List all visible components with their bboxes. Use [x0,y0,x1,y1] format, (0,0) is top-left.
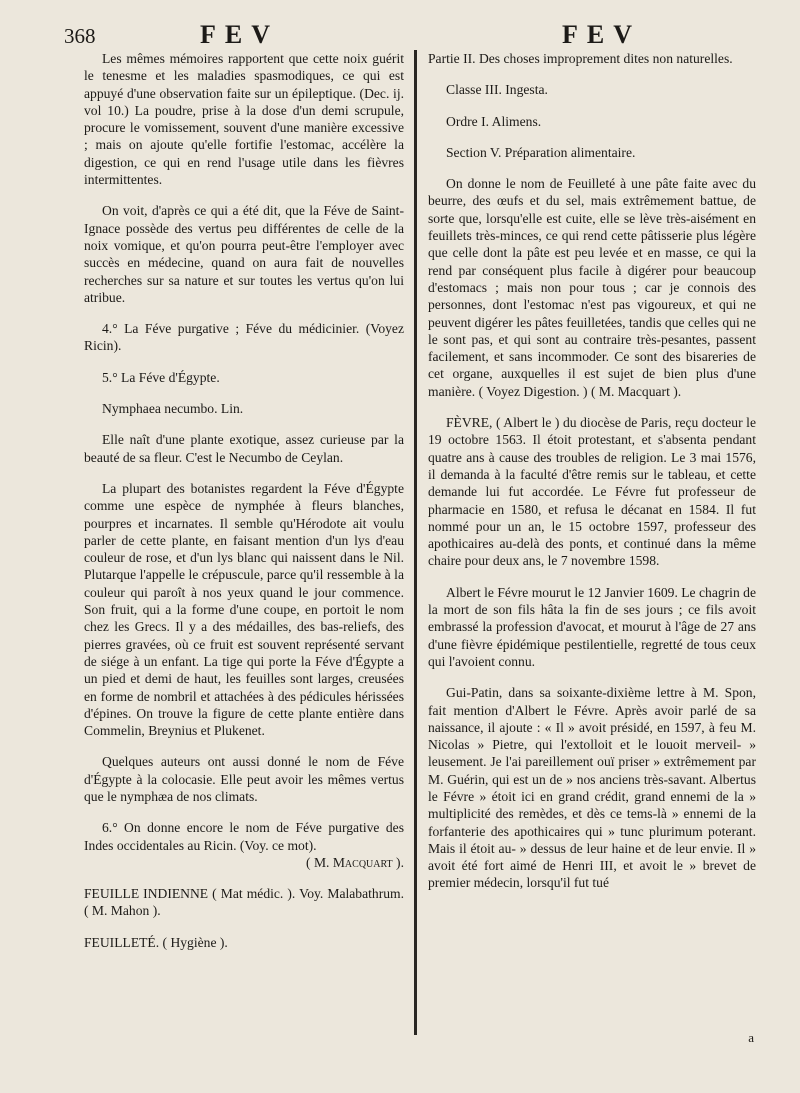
column-divider [414,50,417,1035]
paragraph: Gui-Patin, dans sa soixante-dixième lettre à M. Spon, fait mention d'Albert le Févre. Après avoir parlé de sa naissance, il ajoute : « Il » avoit présidé, en 1597, à feu M. Nicolas » Pietre, qui l'extolloit et le louoit merveil- » leusement. Je l'ai pareillement ouï priser » extrêmement par M. Guérin, qui est un de » nos anciens très-savant. Albertus le Févre » étoit ici en grand crédit, grand ennemi de la » multiplicité des remèdes, et dès ce tems-là » ennemi de la forfanterie des apothicaires qui » tunc plurimum poterant. Mais il étoit au- » dessus de leur haine et de leur envie. Il » avoit été fort aimé de Henri III, et avoit le » brevet de premier médecin, lorsqu'il fut tué [428,685,756,891]
running-head-right: FEV [562,20,641,49]
paragraph: Les mêmes mémoires rapportent que cette noix guérit le tenesme et les maladies spasmodiques, ce qui est appuyé d'une observation faite sur un épileptique. (Dec. ij. vol 10.) La poudre, prise à la dose d'un demi scrupule, procure le vomissement, souvent d'une manière excessive ; mais on ajoute qu'elle fortifie l'estomac, accélère la digestion, ce qui en rend l'usage utile dans les fièvres intermittentes. [84,51,404,188]
paragraph: Albert le Févre mourut le 12 Janvier 1609. Le chagrin de la mort de son fils hâta la fin de ses jours ; ce fils avoit embrassé la profession d'avocat, et mourut à l'âge de 27 ans d'une fièvre épidémique pestilentielle, regretté de tous ceux qui l'avoient connu. [428,584,756,669]
catchword: a [748,1030,754,1045]
paragraph: Elle naît d'une plante exotique, assez curieuse par la beauté de sa fleur. C'est le Necumbo de Ceylan. [84,432,404,465]
running-head-left: FEV [200,20,279,49]
signature: ( M. Macquart ). [306,854,404,870]
left-column [84,50,404,951]
paragraph: La plupart des botanistes regardent la Féve d'Égypte comme une espèce de nymphée à fleurs blanches, pourpres et incarnates. Il semble qu'Hérodote ait voulu parler de cette plante, en faisant mention d'un lys d'eau couleur de rose, et d'un lys blanc qui naissent dans le Nil. Plutarque l'appelle le crépuscule, parce qu'il ressemble à la couleur qui paroît à nos yeux quand le jour commence. Son fruit, qui a la forme d'une coupe, en portoit le nom chez les Grecs. Il y a des médailles, des bas-reliefs, des pierres gravées, où ce fruit est souvent représenté servant de siége à un enfant. La tige qui porte la Féve d'Égypte a un pied et demi de haut, les feuilles sont larges, creusées en forme de nombril et attachées à des pédicules hérissées d'épines. On trouve la figure de cette plante entière dans Commelin, Breynius et Plukenet. [84,480,404,739]
paragraph: Classe III. Ingesta. [446,82,548,98]
paragraph: Nymphaea necumbo. Lin. [102,401,244,417]
paragraph: On voit, d'après ce qui a été dit, que la Féve de Saint-Ignace possède des vertus peu différentes de celle de la noix vomique, et qu'on pourra peut-être l'employer avec succès en médecine, quand on aura fait de nouvelles recherches sur sa nature et sur toutes les vertus qu'on lui atribue. [84,203,404,305]
paragraph: 5.° La Féve d'Égypte. [102,369,220,385]
paragraph: 4.° La Féve purgative ; Féve du médicinier. (Voyez Ricin). [84,321,404,354]
paragraph: Quelques auteurs ont aussi donné le nom de Féve d'Égypte à la colocasie. Elle peut avoir les mêmes vertus que le nymphæa de nos climats. [84,754,404,804]
page-header [0,18,800,52]
entry-heading: FEUILLETÉ. ( Hygiène ). [84,934,228,950]
entry-heading: FEUILLE INDIENNE ( Mat médic. ). Voy. Malabathrum. ( M. Mahon ). [84,886,404,919]
paragraph: Ordre I. Alimens. [446,113,542,129]
right-column [428,50,756,892]
paragraph: On donne le nom de Feuilleté à une pâte faite avec du beurre, des œufs et du sel, mais extrêmement battue, de sorte que, lorsqu'elle est cuite, elle se lève très-aisément en feuillets très-minces, ce qui rend cette pâtisserie plus légère que celle dont la pâte est peu levée et en masse, ce qui la rend par conséquent plus facile à digérer pour beaucoup d'estomacs ; mais non pour tous ; car je connois des personnes, dont l'estomac n'est pas vigoureux, et qui ne peuvent digérer les pâtes feuilletées, tandis que celles qui ne le sont pas, et qui sont au contraire très-pesantes, passent facilement, et sans incommoder. Ce sont des bisareries de cet organe, auxquelles il est sujet de bien plus d'une manière. ( Voyez Digestion. ) ( M. Macquart ). [428,176,756,399]
paragraph: Section V. Préparation alimentaire. [446,144,636,160]
paragraph: Partie II. Des choses improprement dites non naturelles. [428,51,733,66]
page-number: 368 [64,24,96,48]
paragraph: 6.° On donne encore le nom de Féve purgative des Indes occidentales au Ricin. (Voy. ce mot). [84,820,404,853]
paragraph: FÈVRE, ( Albert le ) du diocèse de Paris, reçu docteur le 19 octobre 1563. Il étoit protestant, et s'absenta pendant quatre ans à cause des troubles de religion. Le 3 mai 1576, il demanda à la faculté d'être remis sur le tableau, et cette demande lui fut accordée. Le Févre fut professeur de pharmacie en 1580, et refusa le décanat en 1584. Il fut nommé pour un an, le 15 octobre 1597, professeur des apothicaires au-delà des ponts, et continué dans la même chaire pour deux ans, le 7 novembre 1598. [428,415,756,569]
